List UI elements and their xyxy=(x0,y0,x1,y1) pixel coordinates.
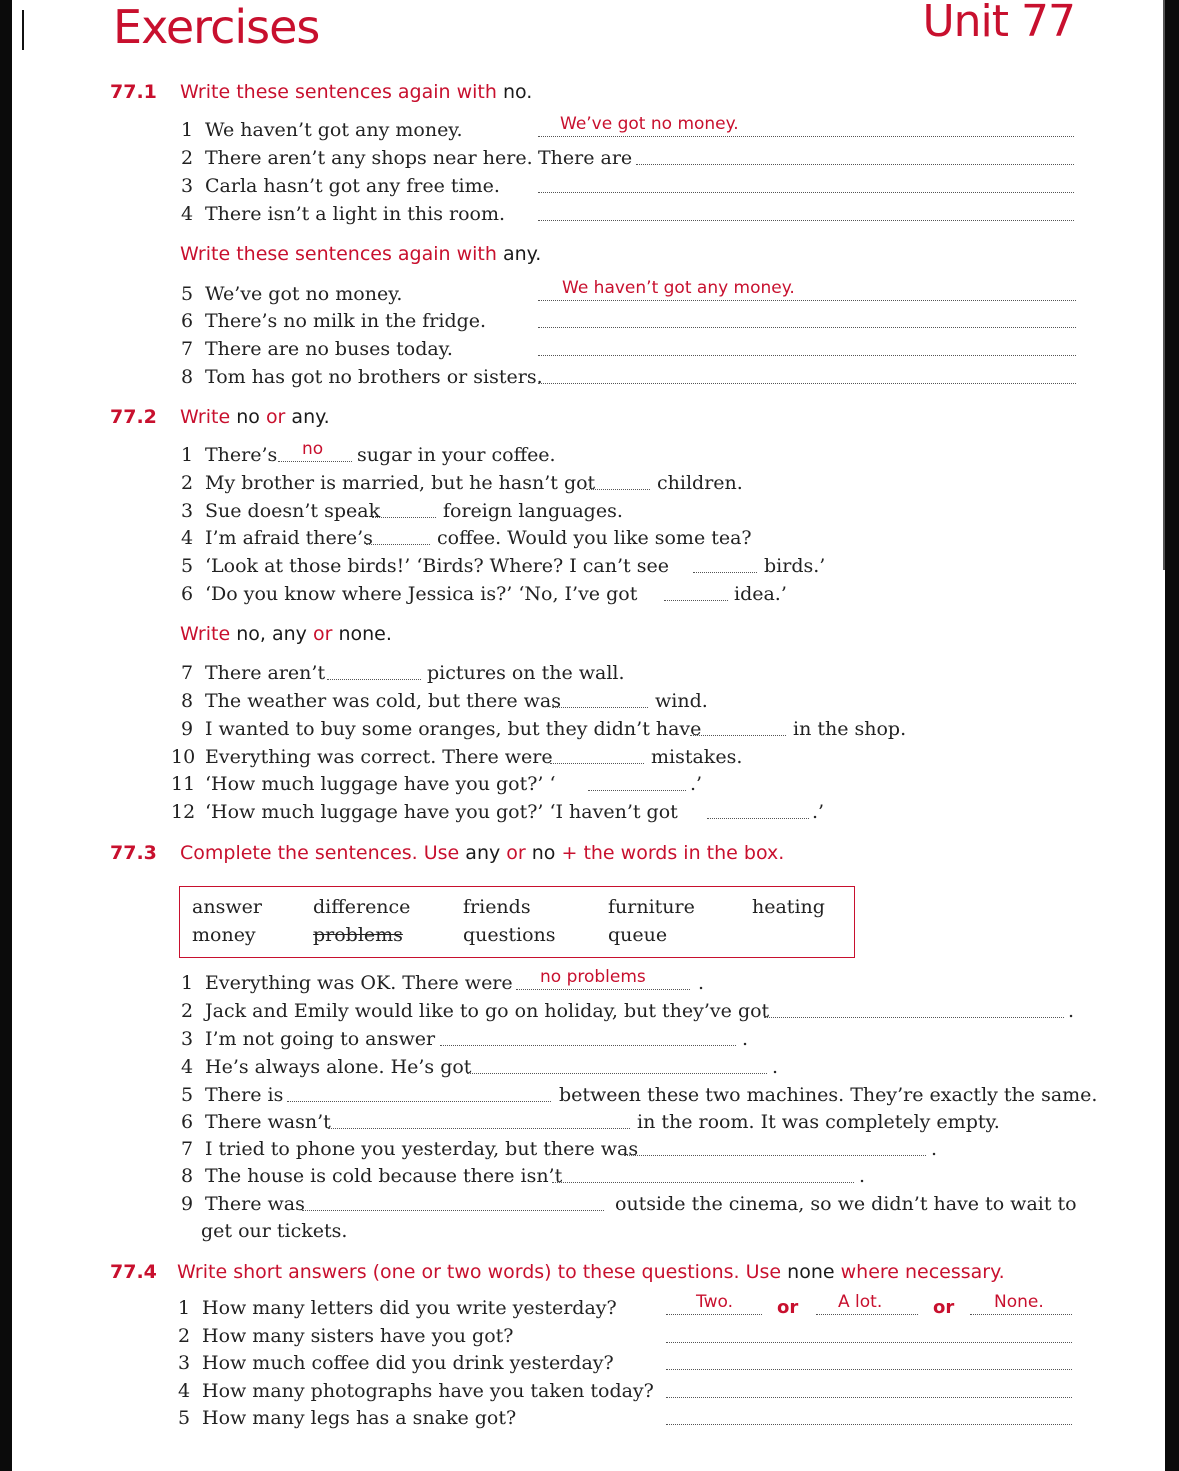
item-number: 4 xyxy=(181,203,194,225)
item-text-continued: get our tickets. xyxy=(201,1220,348,1242)
heading-keyword: no xyxy=(236,406,260,428)
exercise-heading xyxy=(177,1261,1005,1283)
handwritten-answer: A lot. xyxy=(838,1292,883,1312)
handwritten-answer: no xyxy=(302,439,324,459)
answer-blank[interactable] xyxy=(538,309,1076,328)
box-word: difference xyxy=(313,896,411,918)
item-number: 1 xyxy=(181,119,194,141)
item-number: 8 xyxy=(181,690,194,712)
scrollbar[interactable] xyxy=(1163,0,1165,570)
item-text-after: between these two machines. They’re exactly the same. xyxy=(559,1084,1098,1106)
item-question: How many photographs have you taken today? xyxy=(202,1380,654,1402)
item-number: 7 xyxy=(181,338,194,360)
item-text-before: ‘Look at those birds!’ ‘Birds? Where? I can’t see xyxy=(205,555,669,577)
item-number: 6 xyxy=(181,583,194,605)
item-number: 5 xyxy=(181,1084,194,1106)
answer-blank[interactable] xyxy=(372,499,436,518)
answer-blank[interactable] xyxy=(970,1292,1072,1315)
item-text-before: Jack and Emily would like to go on holiday, but they’ve got xyxy=(205,1000,770,1022)
heading-keyword: no, any xyxy=(236,623,307,645)
box-word: furniture xyxy=(608,896,695,918)
item-number: 7 xyxy=(181,1138,194,1160)
item-text-after: mistakes. xyxy=(651,746,743,768)
item-number: 11 xyxy=(171,773,196,795)
box-word: friends xyxy=(463,896,531,918)
box-word: questions xyxy=(463,924,556,946)
answer-blank[interactable] xyxy=(538,365,1076,384)
answer-blank[interactable] xyxy=(552,689,648,708)
item-number: 6 xyxy=(181,1111,194,1133)
answer-blank[interactable] xyxy=(636,146,1074,165)
answer-blank[interactable] xyxy=(302,1192,604,1211)
item-text-before: I’m not going to answer xyxy=(205,1028,436,1050)
heading-text: Write xyxy=(180,406,231,428)
item-number: 12 xyxy=(171,801,196,823)
item-text-before: There wasn’t xyxy=(205,1111,331,1133)
item-text-after: . xyxy=(859,1165,866,1187)
item-text-after: in the room. It was completely empty. xyxy=(637,1111,1000,1133)
answer-blank[interactable] xyxy=(664,582,728,601)
item-question: How many sisters have you got? xyxy=(202,1325,514,1347)
item-text-before: I wanted to buy some oranges, but they didn’t have xyxy=(205,718,702,740)
heading-keyword: no. xyxy=(502,81,533,103)
answer-blank[interactable] xyxy=(550,745,644,764)
answer-blank[interactable] xyxy=(666,1324,1072,1343)
answer-blank[interactable] xyxy=(666,1351,1072,1370)
item-text-before: There’s xyxy=(205,444,278,466)
item-text-after: foreign languages. xyxy=(443,500,623,522)
box-word-crossed-out: problems xyxy=(313,924,403,946)
answer-blank[interactable] xyxy=(693,554,757,573)
answer-blank[interactable] xyxy=(538,337,1076,356)
exercise-heading xyxy=(180,243,541,265)
item-text-before: Sue doesn’t speak xyxy=(205,500,381,522)
heading-text: or xyxy=(265,406,286,428)
item-text-after: . xyxy=(698,972,705,994)
answer-blank[interactable] xyxy=(366,526,430,545)
right-page-edge xyxy=(1165,0,1179,1471)
answer-blank[interactable] xyxy=(764,999,1064,1018)
item-number: 2 xyxy=(181,1000,194,1022)
item-number: 4 xyxy=(178,1380,191,1402)
heading-keyword: any. xyxy=(502,243,542,265)
answer-blank[interactable] xyxy=(538,278,1076,301)
item-text-before: Everything was OK. There were xyxy=(205,972,513,994)
item-number: 8 xyxy=(181,366,194,388)
or-label: or xyxy=(777,1297,799,1318)
item-text-after: pictures on the wall. xyxy=(427,662,625,684)
item-number: 5 xyxy=(178,1407,191,1429)
item-text-after: wind. xyxy=(655,690,708,712)
item-text-after: . xyxy=(931,1138,938,1160)
answer-blank[interactable] xyxy=(588,772,686,791)
item-text-after: in the shop. xyxy=(793,718,907,740)
answer-blank[interactable] xyxy=(552,1164,854,1183)
item-number: 4 xyxy=(181,1056,194,1078)
item-text-before: The house is cold because there isn’t xyxy=(205,1165,563,1187)
answer-blank[interactable] xyxy=(624,1137,926,1156)
heading-text: or xyxy=(312,623,333,645)
item-number: 10 xyxy=(171,746,196,768)
exercise-heading xyxy=(180,81,532,103)
heading-keyword: none xyxy=(787,1261,835,1283)
item-text-after: sugar in your coffee. xyxy=(357,444,556,466)
exercise-number: 77.1 xyxy=(110,81,157,103)
heading-keyword: any. xyxy=(291,406,330,428)
item-text-after: . xyxy=(742,1028,749,1050)
item-number: 2 xyxy=(178,1325,191,1347)
exercise-heading xyxy=(180,623,392,645)
answer-blank[interactable] xyxy=(538,174,1074,193)
heading-keyword: any xyxy=(465,842,501,864)
box-word: queue xyxy=(608,924,668,946)
item-number: 1 xyxy=(178,1297,191,1319)
box-word: answer xyxy=(192,896,262,918)
item-number: 7 xyxy=(181,662,194,684)
item-number: 4 xyxy=(181,527,194,549)
answer-blank[interactable] xyxy=(666,1379,1072,1398)
item-text-before: The weather was cold, but there was xyxy=(205,690,561,712)
item-question: There aren’t any shops near here. xyxy=(205,147,533,169)
item-text-before: My brother is married, but he hasn’t got xyxy=(205,472,596,494)
item-number: 5 xyxy=(181,555,194,577)
item-number: 9 xyxy=(181,1193,194,1215)
item-number: 2 xyxy=(181,147,194,169)
exercise-number: 77.2 xyxy=(110,406,157,428)
item-question: There are no buses today. xyxy=(205,338,453,360)
handwritten-answer: We’ve got no money. xyxy=(560,114,739,134)
answer-blank[interactable] xyxy=(278,439,352,462)
answer-blank[interactable] xyxy=(707,800,809,819)
item-question: Tom has got no brothers or sisters. xyxy=(205,366,543,388)
item-text-before: I tried to phone you yesterday, but there was xyxy=(205,1138,639,1160)
box-word: money xyxy=(192,924,256,946)
handwritten-answer: no problems xyxy=(540,967,646,987)
item-text-before: ‘How much luggage have you got?’ ‘ xyxy=(205,773,556,795)
answer-blank[interactable] xyxy=(816,1292,918,1315)
answer-lead: There are xyxy=(538,147,633,169)
exercise-heading xyxy=(180,406,330,428)
exercise-number: 77.3 xyxy=(110,842,157,864)
answer-blank[interactable] xyxy=(666,1406,1072,1425)
heading-text: or xyxy=(506,842,526,864)
item-text-before: ‘Do you know where Jessica is?’ ‘No, I’ve got xyxy=(205,583,638,605)
item-text-after: . xyxy=(772,1056,779,1078)
heading-keyword: none. xyxy=(338,623,392,645)
item-text-before: I’m afraid there’s xyxy=(205,527,373,549)
item-text-after: birds.’ xyxy=(764,555,826,577)
heading-text: where necessary. xyxy=(840,1261,1005,1283)
item-question: We’ve got no money. xyxy=(205,283,403,305)
item-number: 3 xyxy=(181,175,194,197)
item-number: 9 xyxy=(181,718,194,740)
heading-text: Write these sentences again with xyxy=(180,243,497,265)
answer-blank[interactable] xyxy=(690,717,786,736)
item-text-before: There was xyxy=(205,1193,305,1215)
item-text-after: .’ xyxy=(812,801,825,823)
answer-blank[interactable] xyxy=(287,1083,551,1102)
item-number: 6 xyxy=(181,310,194,332)
item-number: 3 xyxy=(178,1352,191,1374)
item-number: 1 xyxy=(181,972,194,994)
left-edge-mark xyxy=(22,10,24,50)
item-text-before: He’s always alone. He’s got xyxy=(205,1056,472,1078)
answer-blank[interactable] xyxy=(516,967,690,990)
page-title: Exercises xyxy=(113,0,320,54)
item-question: Carla hasn’t got any free time. xyxy=(205,175,500,197)
word-box xyxy=(179,886,855,958)
item-question: How much coffee did you drink yesterday? xyxy=(202,1352,614,1374)
or-label: or xyxy=(933,1297,955,1318)
heading-text: + the words in the box. xyxy=(561,842,785,864)
item-text-before: Everything was correct. There were xyxy=(205,746,553,768)
item-text-after: outside the cinema, so we didn’t have to wait to xyxy=(615,1193,1077,1215)
answer-blank[interactable] xyxy=(666,1292,762,1315)
item-question: There’s no milk in the fridge. xyxy=(205,310,487,332)
item-text-after: .’ xyxy=(690,773,703,795)
item-text-before: There is xyxy=(205,1084,284,1106)
heading-text: Write xyxy=(180,623,231,645)
heading-text: Complete the sentences. Use xyxy=(180,842,460,864)
handwritten-answer: Two. xyxy=(696,1292,733,1312)
left-page-edge xyxy=(0,0,12,1471)
item-question: How many letters did you write yesterday? xyxy=(202,1297,617,1319)
item-question: How many legs has a snake got? xyxy=(202,1407,517,1429)
item-number: 3 xyxy=(181,500,194,522)
item-text-before: There aren’t xyxy=(205,662,326,684)
item-text-after: . xyxy=(1068,1000,1075,1022)
heading-keyword: no xyxy=(531,842,556,864)
item-text-after: children. xyxy=(657,472,743,494)
answer-blank[interactable] xyxy=(440,1027,736,1046)
answer-blank[interactable] xyxy=(327,661,421,680)
answer-blank[interactable] xyxy=(467,1055,767,1074)
exercise-number: 77.4 xyxy=(110,1261,157,1283)
unit-label: Unit 77 xyxy=(922,0,1075,47)
item-question: There isn’t a light in this room. xyxy=(205,203,506,225)
item-number: 1 xyxy=(181,444,194,466)
handwritten-answer: None. xyxy=(994,1292,1044,1312)
answer-blank[interactable] xyxy=(328,1110,630,1129)
heading-text: Write these sentences again with xyxy=(180,81,497,103)
item-text-after: coffee. Would you like some tea? xyxy=(437,527,752,549)
answer-blank[interactable] xyxy=(538,202,1074,221)
item-number: 2 xyxy=(181,472,194,494)
item-text-before: ‘How much luggage have you got?’ ‘I haven’t got xyxy=(205,801,678,823)
exercise-heading xyxy=(180,842,784,864)
answer-blank[interactable] xyxy=(538,114,1074,137)
answer-blank[interactable] xyxy=(586,471,650,490)
item-text-after: idea.’ xyxy=(734,583,787,605)
item-number: 5 xyxy=(181,283,194,305)
heading-text: Write short answers (one or two words) to these questions. Use xyxy=(177,1261,782,1283)
box-word: heating xyxy=(752,896,825,918)
item-number: 3 xyxy=(181,1028,194,1050)
item-number: 8 xyxy=(181,1165,194,1187)
handwritten-answer: We haven’t got any money. xyxy=(562,278,795,298)
item-question: We haven’t got any money. xyxy=(205,119,463,141)
